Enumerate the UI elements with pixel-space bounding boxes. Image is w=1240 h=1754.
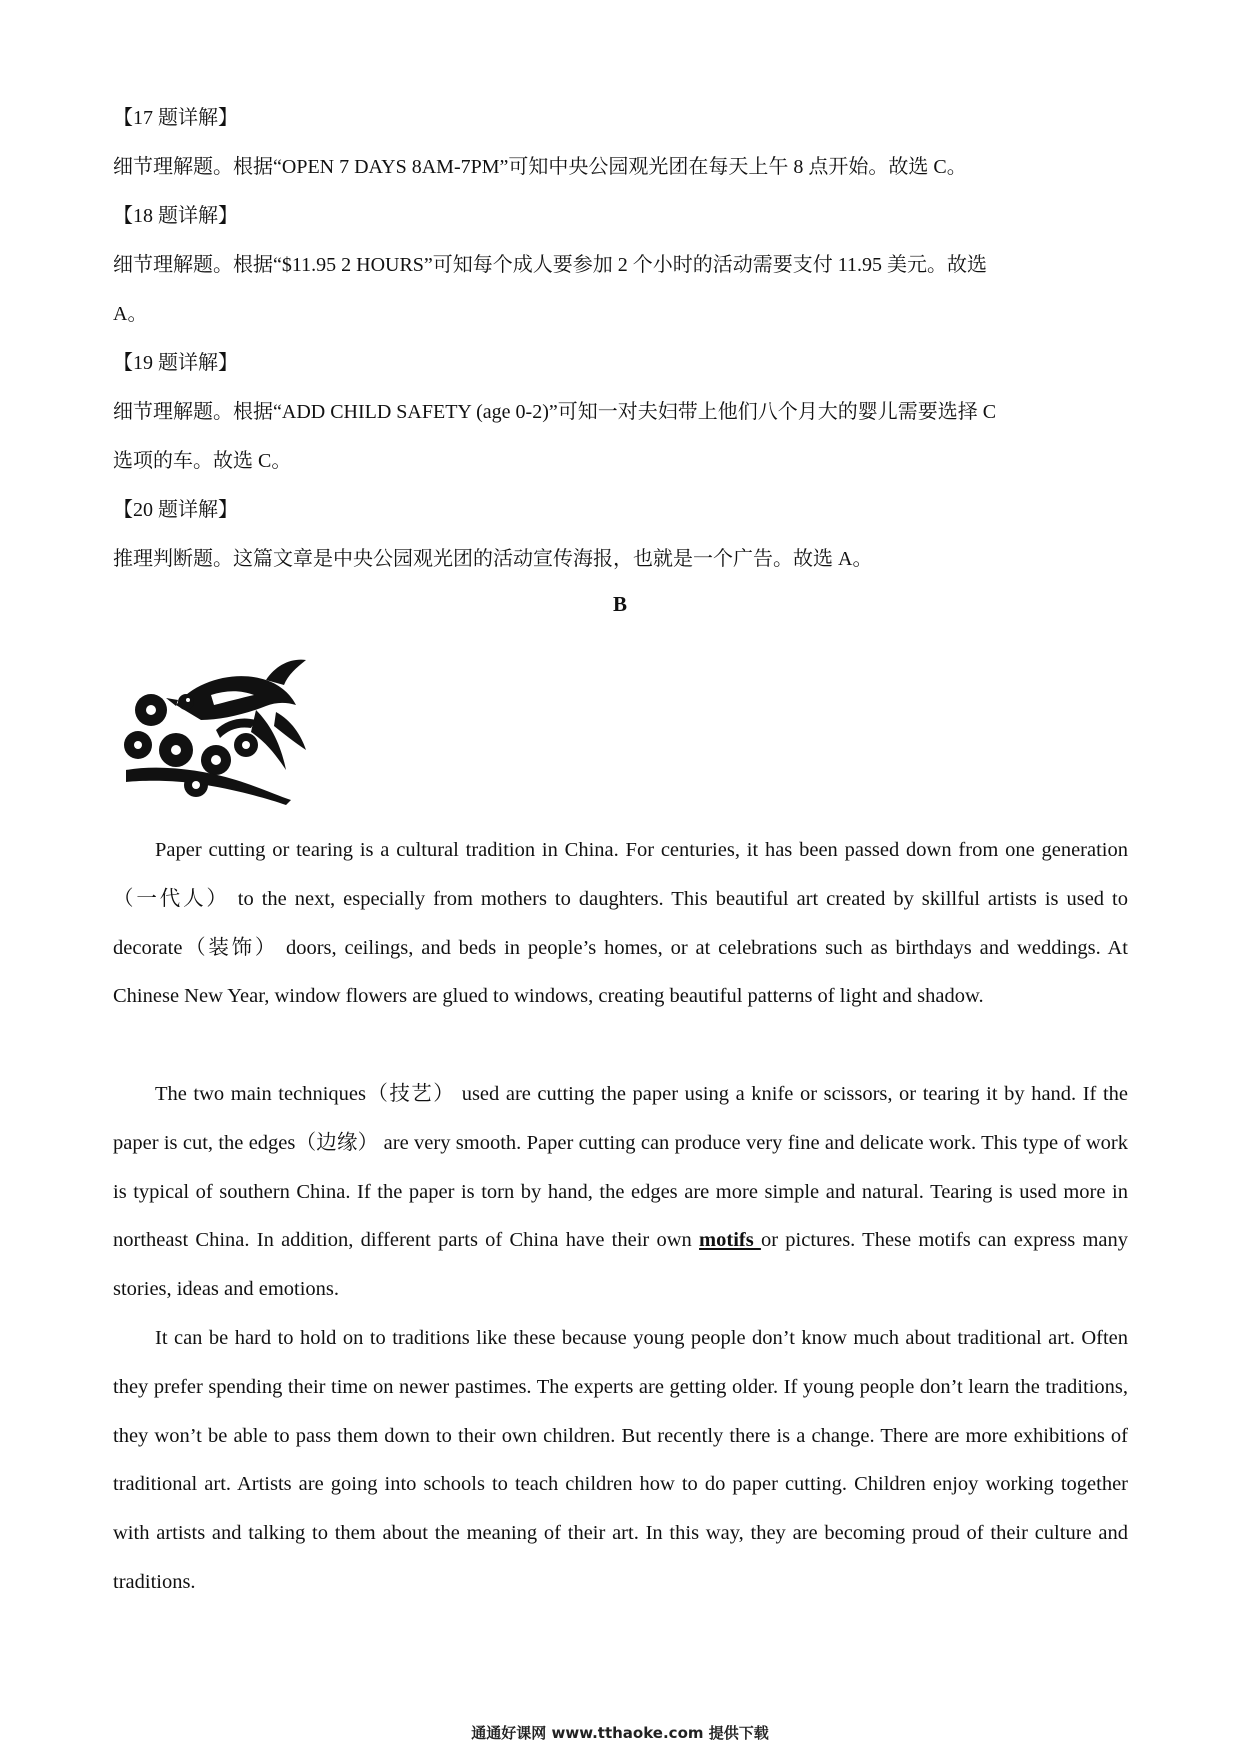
q19-explanation-cont: 选项的车。故选 C。 [113,450,292,472]
q17-heading: 【17 题详解】 [113,107,238,129]
q20-explanation: 推理判断题。这篇文章是中央公园观光团的活动宣传海报，也就是一个广告。故选 A。 [113,548,873,570]
paragraph-2-part2: or pictures. These motifs can express many stories, ideas and emotions. [113,1229,1128,1301]
paragraph-2 [113,1070,1128,1314]
footer: 通通好课网 www.tthaoke.com 提供下载 [471,1724,769,1742]
paragraph-3: It can be hard to hold on to traditions like these because young people don’t know much about traditional art. Often they prefer spending their time on newer pastimes. The experts are getting older. If young people don’t learn the traditions, they won’t be able to pass them down to their own children. But recently there is a change. There are more exhibitions of traditional art. Artists are going into schools to teach children how to do paper cutting. Children enjoy working together with artists and talking to them about the meaning of their art. In this way, they are becoming proud of their culture and traditions. [113,1327,1128,1593]
paragraph-1: Paper cutting or tearing is a cultural tradition in China. For centuries, it has been passed down from one generation（一代人） to the next, especially from mothers to daughters. This beautiful art created by skillful artists is used to decorate（装饰） doors, ceilings, and beds in people’s homes, or at celebrations such as birthdays and weddings. At Chinese New Year, window flowers are glued to windows, creating beautiful patterns of light and shadow. [113,839,1128,1008]
q19-explanation: 细节理解题。根据“ADD CHILD SAFETY (age 0-2)”可知一对夫妇带上他们八个月大的婴儿需要选择 C [113,401,997,423]
q17-explanation: 细节理解题。根据“OPEN 7 DAYS 8AM-7PM”可知中央公园观光团在每天上午 8 点开始。故选 C。 [113,156,967,178]
q20-heading: 【20 题详解】 [113,499,238,521]
paper-cut-bird-flowers-icon [116,650,311,805]
q18-explanation-cont: A。 [113,303,148,325]
section-label: B [612,592,627,616]
q18-heading: 【18 题详解】 [113,205,238,227]
q18-explanation: 细节理解题。根据“$11.95 2 HOURS”可知每个成人要参加 2 个小时的活动需要支付 11.95 美元。故选 [113,254,988,276]
motifs-underlined-word: motifs [699,1229,761,1252]
paragraph-2-part1: The two main techniques（技艺） used are cutting the paper using a knife or scissors, or tearing it by hand. If the paper is cut, the edges（边缘） are very smooth. Paper cutting can produce very fine and delicate work. This type of work is typical of southern China. If the paper is torn by hand, the edges are more simple and natural. Tearing is used more in northeast China. In addition, different parts of China have their own [113,1083,1128,1252]
q19-heading: 【19 题详解】 [113,352,238,374]
